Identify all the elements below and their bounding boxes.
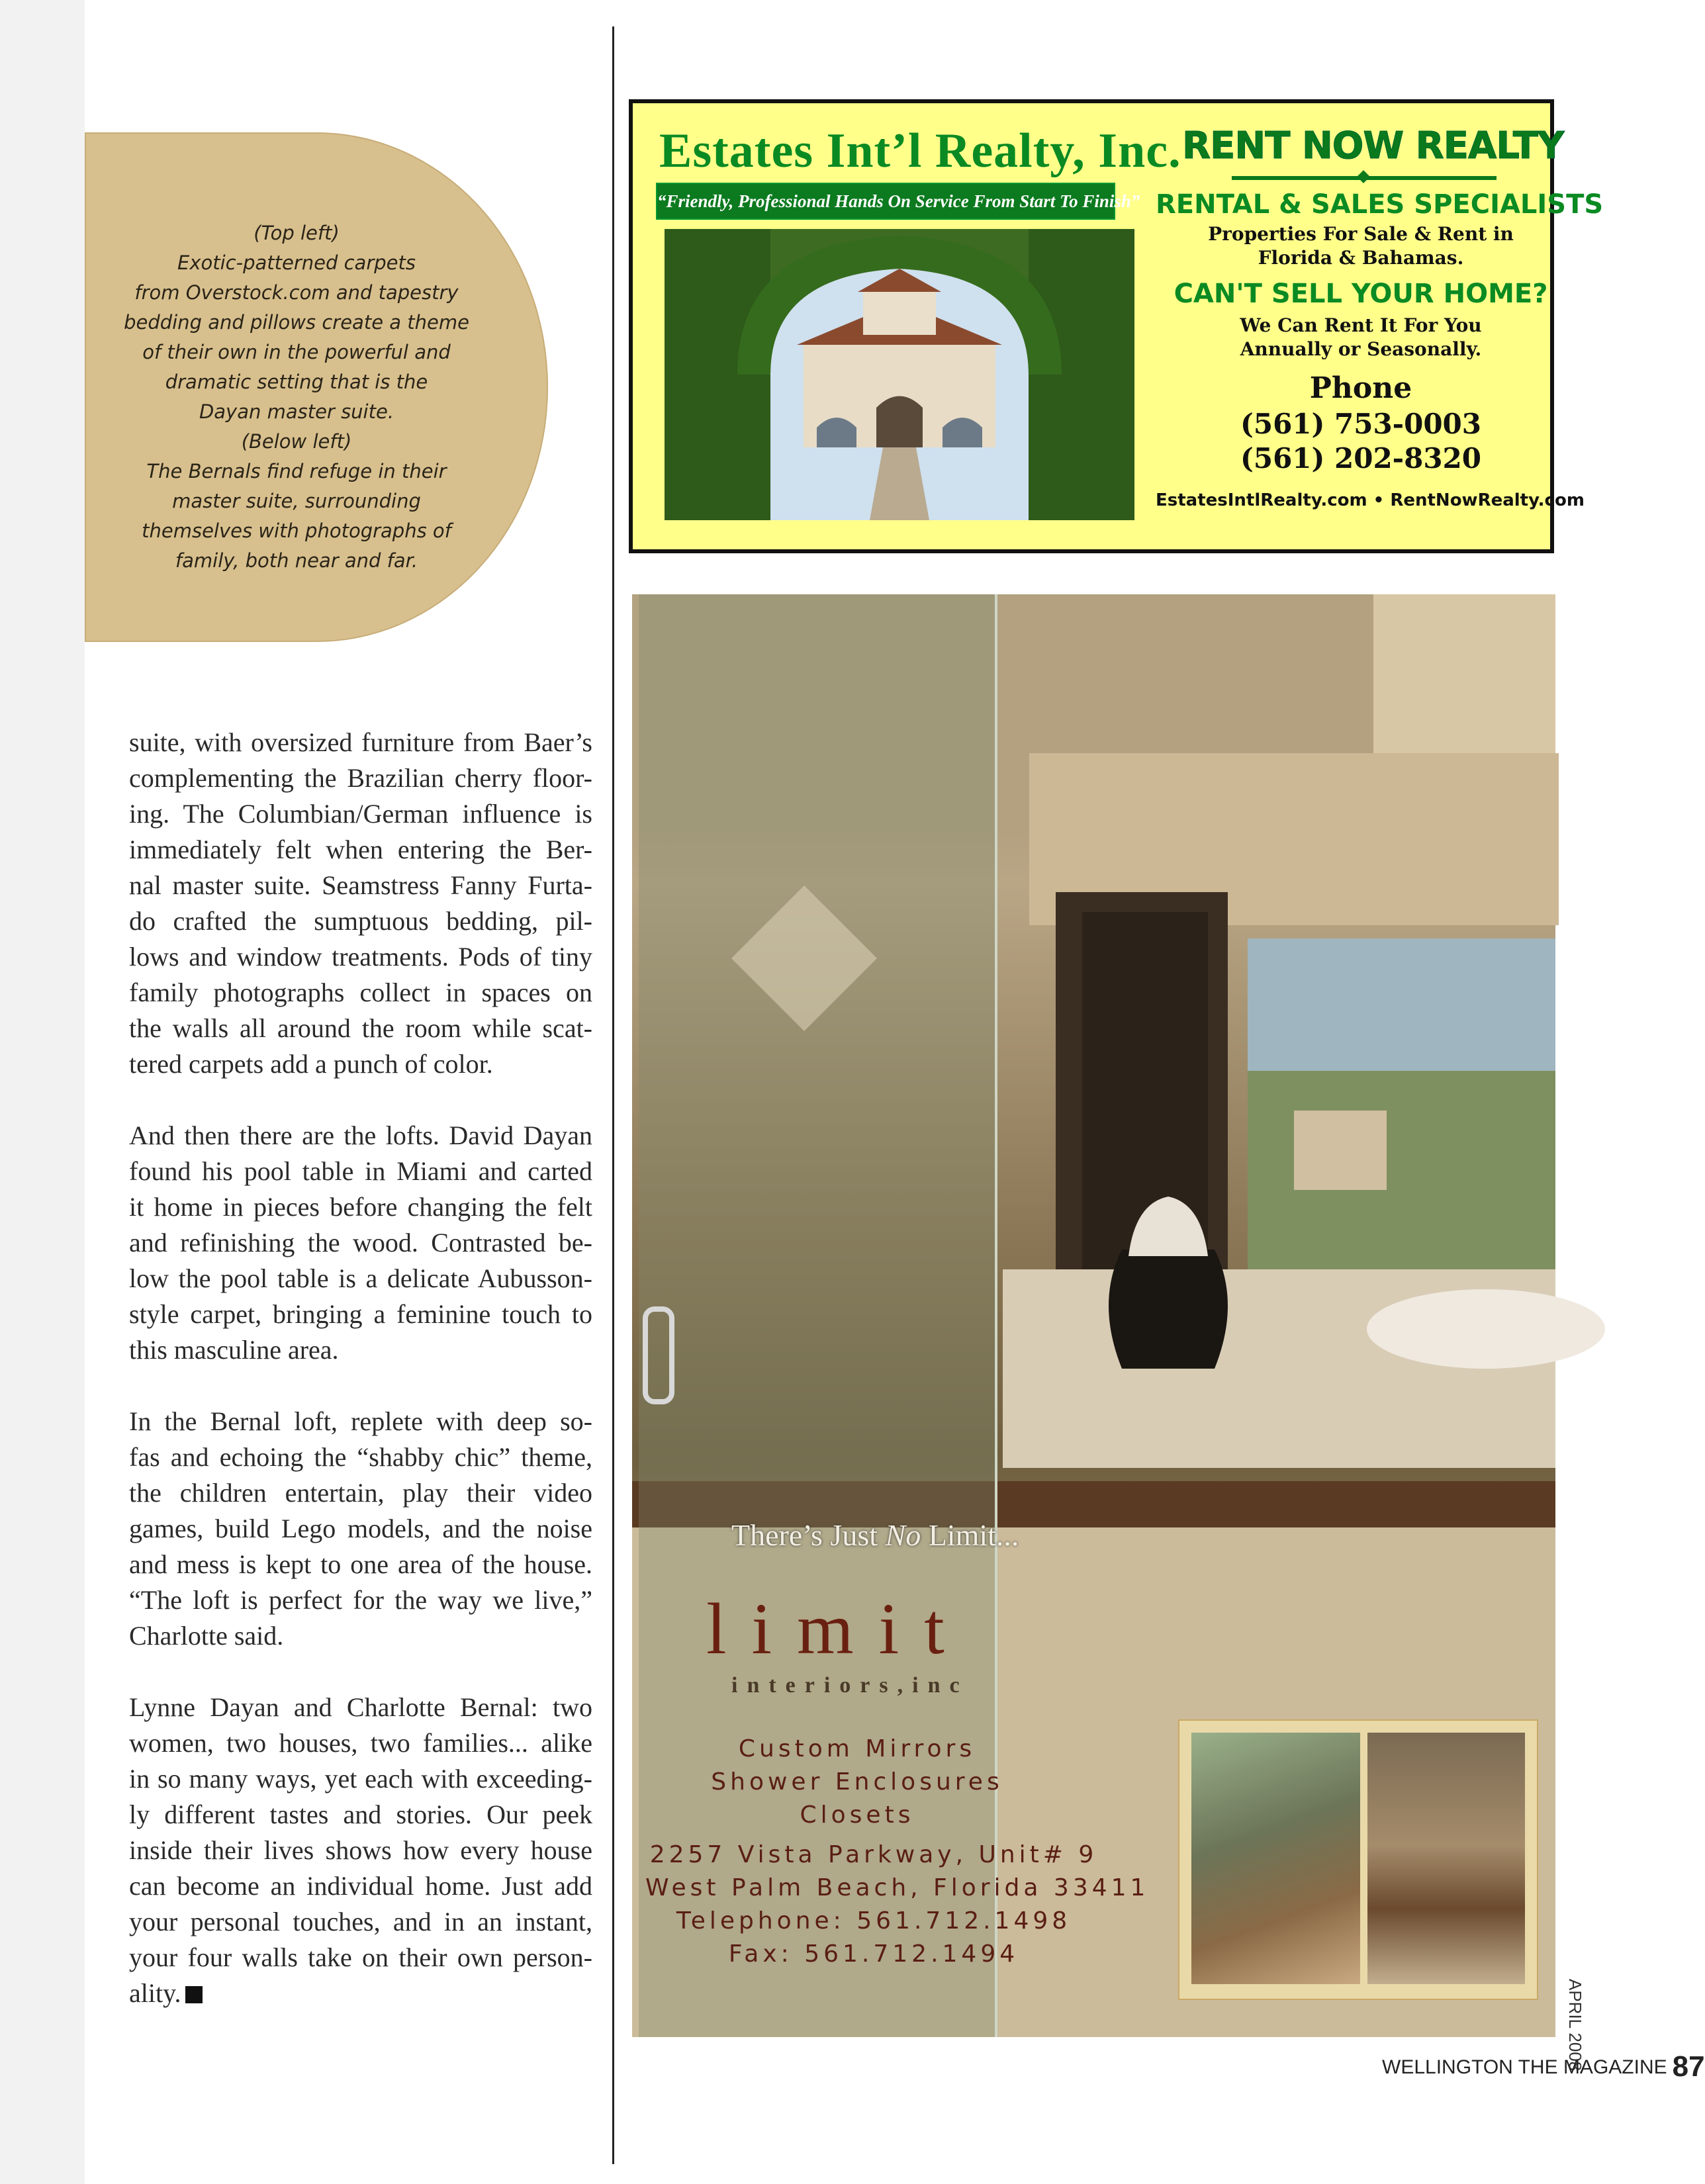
article-paragraph — [129, 725, 592, 1082]
living-room-photo — [1191, 1733, 1360, 1984]
rent-it-line: We Can Rent It For You — [1240, 314, 1482, 336]
end-mark-icon — [185, 1986, 203, 2003]
service-item: Closets — [800, 1801, 915, 1829]
telephone: Telephone: 561.712.1498 — [676, 1907, 1072, 1934]
text-line: “The loft is perfect for the way we live,” — [129, 1585, 592, 1615]
properties-line: Florida & Bahamas. — [1258, 247, 1464, 269]
text-line-final: ality. — [129, 1978, 181, 2008]
article-paragraph — [129, 1118, 592, 1368]
service-item: Custom Mirrors — [738, 1735, 976, 1762]
caption-line: (Top left) — [253, 222, 340, 244]
slogan-emphasis: No — [885, 1518, 921, 1552]
article-paragraph — [129, 1690, 592, 2011]
text-line: And then there are the lofts. David Dayan — [129, 1120, 592, 1150]
caption-line: of their own in the powerful and — [142, 341, 451, 363]
caption-line: themselves with photographs of — [142, 520, 451, 542]
caption-line: bedding and pillows create a theme — [124, 311, 469, 334]
column-divider — [612, 26, 614, 2164]
fax: Fax: 561.712.1494 — [728, 1940, 1019, 1968]
text-line: complementing the Brazilian cherry floor- — [129, 763, 592, 793]
text-line: ing. The Columbian/German influence is — [129, 799, 592, 829]
text-line: tered carpets add a punch of color. — [129, 1049, 493, 1079]
slogan-part: There’s Just — [731, 1518, 886, 1552]
text-line: fas and echoing the “shabby chic” theme, — [129, 1442, 592, 1472]
article-body — [129, 725, 592, 2047]
ad-company-name: Estates Int’l Realty, Inc. — [659, 124, 1181, 178]
text-line: it home in pieces before changing the felt — [129, 1192, 592, 1222]
address-line: 2257 Vista Parkway, Unit# 9 — [649, 1841, 1098, 1868]
text-line: ly different tastes and stories. Our peek — [129, 1799, 592, 1829]
realty-ad — [629, 99, 1604, 553]
text-line: immediately felt when entering the Ber- — [129, 835, 592, 864]
text-line: low the pool table is a delicate Aubusson- — [129, 1263, 592, 1293]
services-list — [698, 1733, 1016, 1832]
page-number: 87 — [1672, 2050, 1705, 2083]
caption-line: Exotic-patterned carpets — [177, 251, 416, 274]
text-line: your four walls take on their own person- — [129, 1942, 592, 1972]
nolimit-ad — [632, 594, 1555, 2037]
text-line: inside their lives shows how every house — [129, 1835, 592, 1865]
nolimit-logo-subtitle: interiors,inc — [731, 1673, 969, 1698]
phone-number: (561) 202-8320 — [1240, 442, 1482, 475]
text-line: women, two houses, two families... alike — [129, 1728, 592, 1758]
text-line: the walls all around the room while scat- — [129, 1013, 592, 1043]
text-line: family photographs collect in spaces on — [129, 978, 592, 1007]
caption-line: (Below left) — [241, 430, 352, 453]
inset-photos — [1178, 1719, 1538, 2000]
ad-slogan — [731, 1518, 1019, 1553]
text-line: Lynne Dayan and Charlotte Bernal: two — [129, 1692, 592, 1722]
text-line: and refinishing the wood. Contrasted be- — [129, 1228, 592, 1257]
photo-caption — [85, 218, 508, 576]
house-arch-illustration — [665, 229, 1134, 520]
text-line: and mess is kept to one area of the house. — [129, 1549, 592, 1579]
text-line — [129, 1976, 592, 2011]
text-line: this masculine area. — [129, 1335, 339, 1365]
phone-label: Phone — [1309, 371, 1412, 405]
text-line: found his pool table in Miami and carted — [129, 1156, 592, 1186]
ad-websites: EstatesIntlRealty.com • RentNowRealty.com — [1156, 490, 1585, 510]
text-line: games, build Lego models, and the noise — [129, 1514, 592, 1543]
ad-tagline: “Friendly, Professional Hands On Service From Start To Finish” — [656, 183, 1115, 220]
properties-line: Properties For Sale & Rent in — [1208, 223, 1514, 245]
caption-line: from Overstock.com and tapestry — [134, 281, 459, 304]
house-photo — [665, 229, 1134, 520]
ornament-rule — [1232, 176, 1497, 180]
address-line: West Palm Beach, Florida 33411 — [645, 1874, 1150, 1901]
text-line: do crafted the sumptuous bedding, pil- — [129, 906, 592, 936]
text-line: style carpet, bringing a feminine touch to — [129, 1299, 592, 1329]
article-paragraph — [129, 1404, 592, 1654]
magazine-name: WELLINGTON THE MAGAZINE — [1382, 2056, 1667, 2078]
rent-now-logo: RENT NOW REALTY — [1182, 124, 1564, 167]
page-left-margin — [0, 0, 85, 2184]
bathroom-inset-photo — [1367, 1733, 1525, 1984]
rent-it-line: Annually or Seasonally. — [1240, 338, 1482, 360]
caption-line: family, both near and far. — [175, 549, 418, 572]
text-line: your personal touches, and in an instant, — [129, 1907, 592, 1936]
text-line: In the Bernal loft, replete with deep so- — [129, 1406, 592, 1436]
caption-line: dramatic setting that is the — [165, 371, 428, 393]
page-footer — [1382, 2050, 1705, 2083]
caption-line: master suite, surrounding — [172, 490, 421, 512]
issue-date: APRIL 2008 — [1565, 1979, 1585, 2071]
cant-sell-heading: CAN'T SELL YOUR HOME? — [1174, 279, 1548, 309]
text-line: in so many ways, yet each with exceeding- — [129, 1764, 592, 1794]
text-line: the children entertain, play their video — [129, 1478, 592, 1508]
slogan-part: Limit... — [921, 1518, 1019, 1552]
specialists-heading: RENTAL & SALES SPECIALISTS — [1156, 189, 1604, 220]
text-line: nal master suite. Seamstress Fanny Furta- — [129, 870, 592, 900]
text-line: suite, with oversized furniture from Baer’s — [129, 727, 592, 757]
caption-line: The Bernals find refuge in their — [146, 460, 447, 482]
text-line: Charlotte said. — [129, 1621, 284, 1651]
text-line: can become an individual home. Just add — [129, 1871, 592, 1901]
caption-line: Dayan master suite. — [199, 400, 394, 423]
text-line: lows and window treatments. Pods of tiny — [129, 942, 592, 972]
service-item: Shower Enclosures — [711, 1768, 1003, 1796]
nolimit-logo: limit — [706, 1588, 970, 1669]
phone-number: (561) 753-0003 — [1240, 408, 1482, 440]
ad-contact — [645, 1839, 1150, 1971]
